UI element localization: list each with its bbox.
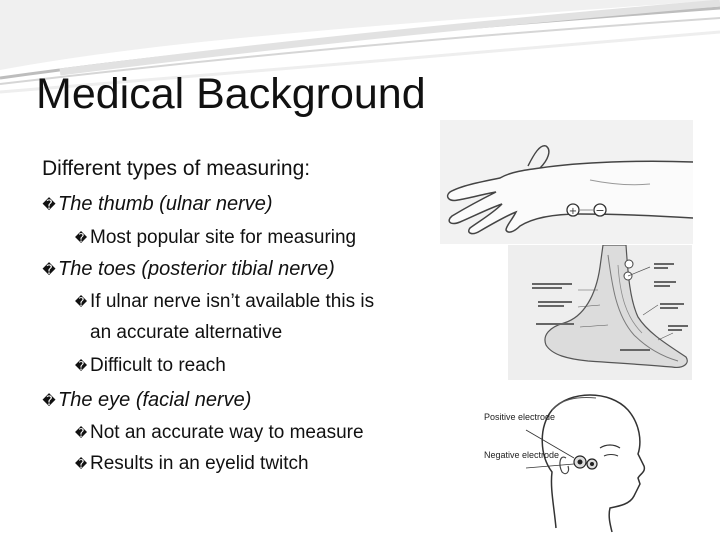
sub-bullet-glyph: � xyxy=(74,456,88,471)
bullet-glyph: � xyxy=(42,196,56,212)
eye-facial-nerve-illustration xyxy=(480,384,650,534)
sub-bullet-label: Difficult to reach xyxy=(90,355,226,376)
sub-bullet-label: Not an accurate way to measure xyxy=(90,422,364,443)
bullet-glyph: � xyxy=(42,392,56,408)
svg-text:+: + xyxy=(568,206,578,217)
sub-bullet xyxy=(74,355,226,377)
negative-electrode-label: Negative electrode xyxy=(484,450,560,460)
toes-posterior-tibial-nerve-illustration xyxy=(508,245,692,380)
sub-bullet xyxy=(74,291,374,313)
sub-bullet-glyph: � xyxy=(74,230,88,245)
sub-bullet-label: If ulnar nerve isn’t available this is xyxy=(90,291,375,312)
thumb-ulnar-nerve-illustration xyxy=(440,120,693,244)
sub-bullet-glyph: � xyxy=(74,425,88,440)
svg-text:−: − xyxy=(595,204,605,217)
bullet-toes xyxy=(42,258,335,281)
bullet-thumb xyxy=(42,193,273,216)
sub-bullet-continuation: an accurate alternative xyxy=(90,322,283,343)
bullet-glyph: � xyxy=(42,261,56,277)
intro-text: Different types of measuring: xyxy=(42,157,311,180)
sub-bullet xyxy=(74,453,309,475)
sub-bullet-label: Results in an eyelid twitch xyxy=(90,453,309,474)
bullet-thumb-label: The thumb (ulnar nerve) xyxy=(58,193,273,215)
sub-bullet xyxy=(74,422,364,444)
slide-title: Medical Background xyxy=(36,70,426,118)
bullet-eye-label: The eye (facial nerve) xyxy=(58,389,252,411)
bullet-toes-label: The toes (posterior tibial nerve) xyxy=(58,258,335,280)
positive-electrode-label: Positive electrode xyxy=(484,412,556,422)
bullet-eye xyxy=(42,389,251,412)
sub-bullet-glyph: � xyxy=(74,358,88,373)
sub-bullet xyxy=(74,227,356,249)
sub-bullet-label: Most popular site for measuring xyxy=(90,227,357,248)
sub-bullet-glyph: � xyxy=(74,294,88,309)
